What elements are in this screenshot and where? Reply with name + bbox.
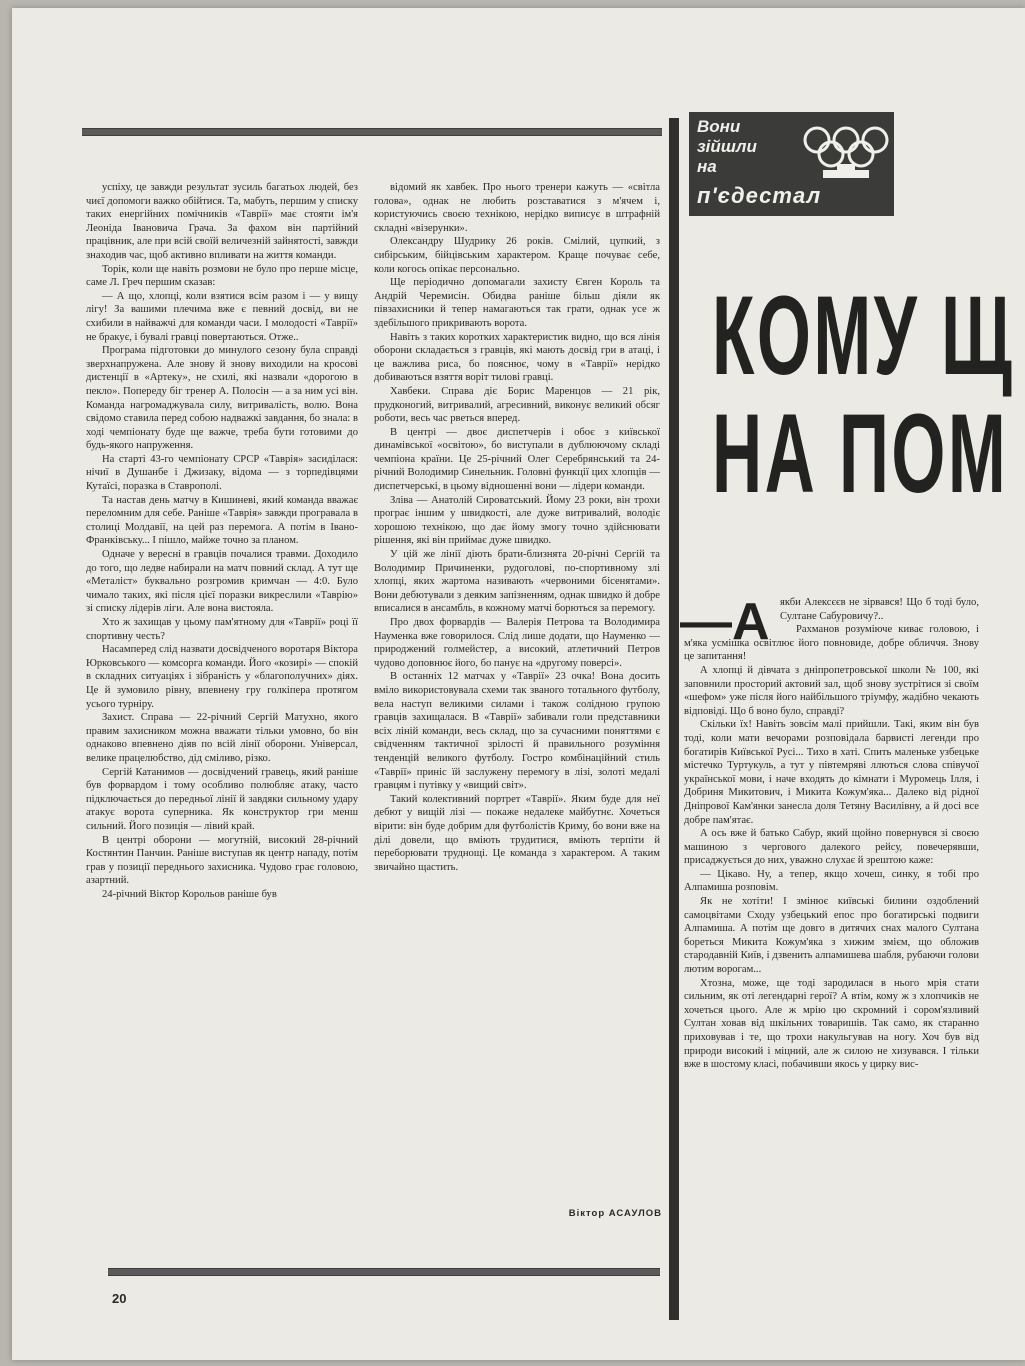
bottom-rule bbox=[108, 1268, 660, 1276]
paragraph: Олександру Шудрику 26 років. Смілий, цупкий, з сибірським, бійцівським характером. Краще почуває себе, коли когось опікає персонально. bbox=[374, 236, 660, 275]
paragraph: успіху, це завжди результат зусиль багатьох людей, без чиєї допомоги важко обійтися. Та, мабуть, першим у списку таких енергійних помічників «Таврії» має стояти ім'я Леоніда Івановича Грача. За фахом він партійний працівник, але при всій своїй величезній зайнятості, завжди знаходив час, щоб активно впливати на життя команди. bbox=[86, 182, 358, 261]
rubric-line-1: Вони bbox=[697, 117, 741, 136]
paragraph: Ще періодично допомагали захисту Євген Король та Андрій Черемисін. Обидва раніше більш діяли як півзахисники й тепер намагаються так грати, однак усе ж здебільшого прикривають ворота. bbox=[374, 277, 660, 329]
paragraph: Одначе у вересні в гравців почалися травми. Доходило до того, що ледве набирали на матч повний склад. А тут ще «Металіст» буквально розгромив кримчан — 4:0. Було чимало таких, які після цієї поразки викреслили «Таврію» зі списку лідерів ліги. Але вона вистояла. bbox=[86, 549, 358, 615]
paragraph: — А що, хлопці, коли взятися всім разом і — у вищу лігу! За вашими плечима вже є певний досвід, ви не схибили в найважчі для команди часи. І молодості «Таврії» не бракує, і бувалі гравці повертаються. Отже.. bbox=[86, 290, 358, 343]
article-column-2 bbox=[374, 181, 660, 1206]
paragraph: 24-річний Віктор Корольов раніше був bbox=[102, 888, 277, 900]
paragraph: В останніх 12 матчах у «Таврії» 23 очка! Вона досить вміло використовувала схеми так званого тотального футболу, вела наступ великими силами і також солідною групою гравців захищалася. В «Таврії» забивали голи представники всіх ліній команди, весь склад, що за сучасними поняттями є свідченням тактичної зрілості й правильного розуміння тенденцій великого футболу. Гостро комбінаційний стиль «Таврії» приніс їй заслужену перемогу в лізі, золоті медалі гравцям і путівку у «вищий світ». bbox=[374, 671, 660, 792]
paragraph: Та настав день матчу в Кишиневі, який команда вважає переломним для себе. Раніше «Таврія» завжди програвала в столиці Молдавії, на цей раз перемога. А потім в Івано-Франківську... І пішло, майже точно за планом. bbox=[86, 494, 358, 547]
rubric-line-2: зійшли bbox=[697, 137, 757, 156]
top-rule bbox=[82, 128, 662, 136]
article-column-1 bbox=[86, 181, 358, 1227]
paragraph: В центрі — двоє диспетчерів і обоє з київської динамівської «освітою», бо виступали в дублюючому складі чемпіона країни. Це 25-річний Олег Серебрянський та 24-річний Володимир Синельник. Головні функції цих хлопців — диспетчерські, в цьому відношенні вони — лідери команди. bbox=[374, 426, 660, 493]
paragraph: Хавбеки. Справа діє Борис Маренцов — 21 рік, прудконогий, витривалий, агресивний, виконує великий обсяг роботи, весь час рветься вперед. bbox=[374, 385, 660, 425]
headline-line-2: НА ПОМ bbox=[712, 391, 1009, 516]
paragraph: Навіть з таких коротких характеристик видно, що вся лінія оборони складається з гравців, які мають досвід гри в атаці, і це важлива риса, бо пояснює, чому в «Таврії» нерідко добиваються взяття воріт тилові гравці. bbox=[374, 331, 660, 384]
magazine-page bbox=[12, 8, 1025, 1360]
headline-line-1: КОМУ Щ bbox=[712, 273, 1015, 398]
paragraph: Про двох форвардів — Валерія Петрова та Володимира Науменка вже говорилося. Слід лише додати, що Науменко — природжений голмейстер, а високий, атлетичний Петров чудово доповнює його, бо панує на «другому поверсі». bbox=[374, 617, 660, 669]
paragraph: Торік, коли ще навіть розмови не було про перше місце, саме Л. Греч першим сказав: bbox=[86, 263, 358, 289]
paragraph: якби Алексєєв не зірвався! Що б тоді було, Султане Сабуровичу?.. bbox=[684, 596, 979, 623]
paragraph: Сергій Катанимов — досвідчений гравець, який раніше був форвардом і тому особливо полюбляє атаку, часто підключається до передньої лінії й завдяки сильному удару атакує ворота суперника. Як конструктор гри менш сильний. Його позиція — лівий край. bbox=[86, 766, 358, 832]
paragraph: відомий як хавбек. Про нього тренери кажуть — «світла голова», однак не любить розставатися з м'ячем і, користуючись своєю технікою, нерідко виписує в штрафній складні «візерунки». bbox=[374, 182, 660, 234]
drop-cap-space bbox=[684, 596, 780, 636]
paragraph: Як не хотіти! І змінює київські билини оздоблений самоцвітами Сходу узбецький епос про богатирські подвиги Алпамиша. А потім ще довго в дитячих снах малого Султана бореться Микита Кожум'яка з хижим змієм, що обложив стародавній Київ, і дзвенить алпамишева шабля, рубаючи голови лютим ворогам... bbox=[684, 896, 979, 976]
paragraph: В центрі оборони — могутній, високий 28-річний Костянтин Панчин. Раніше виступав як центр нападу, потім грав у позиції переднього захисника. Чудово грає головою, азартний. bbox=[86, 834, 358, 887]
paragraph: А хлопці й дівчата з дніпропетровської школи № 100, які заповнили просторий актовий зал, щоб знову зустрітися зі своїм «шефом» уже після його найбільшого тріумфу, жадібно чекають відповіді. Що б воно було, справді? bbox=[684, 664, 979, 717]
paragraph: Зліва — Анатолій Сироватський. Йому 23 роки, він трохи програє іншим у швидкості, але дуже витривалий, володіє хорошою технікою, що дає йому змогу точно здійснювати рішення, які він приймає дуже швидко. bbox=[374, 494, 660, 547]
paragraph: — Цікаво. Ну, а тепер, якщо хочеш, синку, я тобі про Алпамиша розповім. bbox=[684, 868, 979, 894]
drop-cap: —А bbox=[680, 593, 770, 651]
paragraph: Такий колективний портрет «Таврії». Яким буде для неї дебют у вищій лізі — покаже недалеке майбутнє. Хочеться вірити: він буде добрим для футболістів Криму, бо вони вже на ділі довели, що вміють трудитися, вміють терпіти й переборювати труднощі. Це команда з характером. А таким звичайно щастить. bbox=[374, 793, 660, 873]
paragraph: А ось вже й батько Сабур, який щойно повернувся зі своєю машиною з чергового далекого рейсу, повечерявши, присаджується до них, уважно слухає й зрештою каже: bbox=[684, 828, 979, 867]
rubric-badge bbox=[689, 112, 894, 216]
rubric-line-4: п'єдестал bbox=[697, 183, 822, 208]
paragraph: Хтозна, може, ще тоді зародилася в нього мрія стати сильним, як оті легендарні герої? А втім, кому ж з хлопчиків не хочеться цього. Але ж мрію цю скромний і сором'язливий Султан ховав від шкільних товаришів. Так само, як старанно приховував і те, що трохи накульгував на ногу. Хоч був від природи високий і міцний, але ж силою не хизувався. І тільки вже в шостому класі, побачивши якось у цирку вис- bbox=[684, 977, 979, 1071]
paragraph: Рахманов розуміюче киває головою, і м'яка усмішка освітлює його повновиде, добре обличчя. Знову це запитання! bbox=[684, 624, 979, 663]
olympic-rings-icon bbox=[801, 122, 891, 182]
vertical-rule bbox=[669, 118, 679, 1320]
paragraph: Хто ж захищав у цьому пам'ятному для «Таврії» році її спортивну честь? bbox=[86, 617, 358, 642]
page-number: 20 bbox=[112, 1291, 127, 1306]
paragraph: Програма підготовки до минулого сезону була справді зверхнапружена. Але знову й знову виходили на кросові дистенції в «Артеку», не схилі, які назвали «дорогою в пекло». Попереду біг тренер А. Полосін — а за ним усі він. Команда нагромаджувала силу, витривалість, волю. Вона свідомо ставила перед собою надважкі завдання, бо знала: в ході чемпіонату буде ще важче, треба бути готовими до будь-якого напруження. bbox=[86, 345, 358, 452]
paragraph: Скільки їх! Навіть зовсім малі прийшли. Такі, яким він був тоді, коли мати вечорами розповідала барвисті легенди про богатирів Київської Русі... Тихо в хаті. Спить маленьке узбецьке містечко Туртукуль, а тут у півтемряві ллються слова співучої української мови, і наче входять до кімнати і Муромець Ілля, і Добриня Микитович, і Микита Кожум'яка... Далеко від рідної Дніпрової Кам'янки занесла доля Тетяну Василівну, а й досі все добре пам'ятає. bbox=[684, 719, 979, 826]
paragraph: Захист. Справа — 22-річний Сергій Матухно, якого правим захисником можна вважати тільки умовно, бо він однаково впевнено діяв по всій лінії оборони. Універсал, велике працелюбство, дід сміливо, різко. bbox=[86, 712, 358, 764]
paragraph: На старті 43-го чемпіонату СРСР «Таврія» засиділася: нічиї в Душанбе і Джизаку, відома — з торпедівцями Кутаїсі, поразка в Ставрополі. bbox=[86, 453, 358, 493]
paragraph: Насамперед слід назвати досвідченого воротаря Віктора Юрковського — комсорга команди. Його «козирі» — спокій в складних ситуаціях і зібраність у «благополучних» діях. Це й зумовило рівну, впевнену гру голкіпера протягом усього турніру. bbox=[86, 644, 358, 710]
paragraph: У цій же лінії діють брати-близнята 20-річні Сергій та Володимир Пpичиненки, рудоголові, по-спортивному злі хлопці, яких жартома називають «червоними бісенятами». Вони дебютували з деяким запізненням, однак швидко й добре вписалися в ансамбль, в кожному матчі борються за перемогу. bbox=[374, 549, 660, 615]
rubric-line-3: на bbox=[697, 157, 717, 176]
right-article-text bbox=[684, 596, 979, 1326]
author-signature: Віктор АСАУЛОВ bbox=[568, 1208, 662, 1219]
